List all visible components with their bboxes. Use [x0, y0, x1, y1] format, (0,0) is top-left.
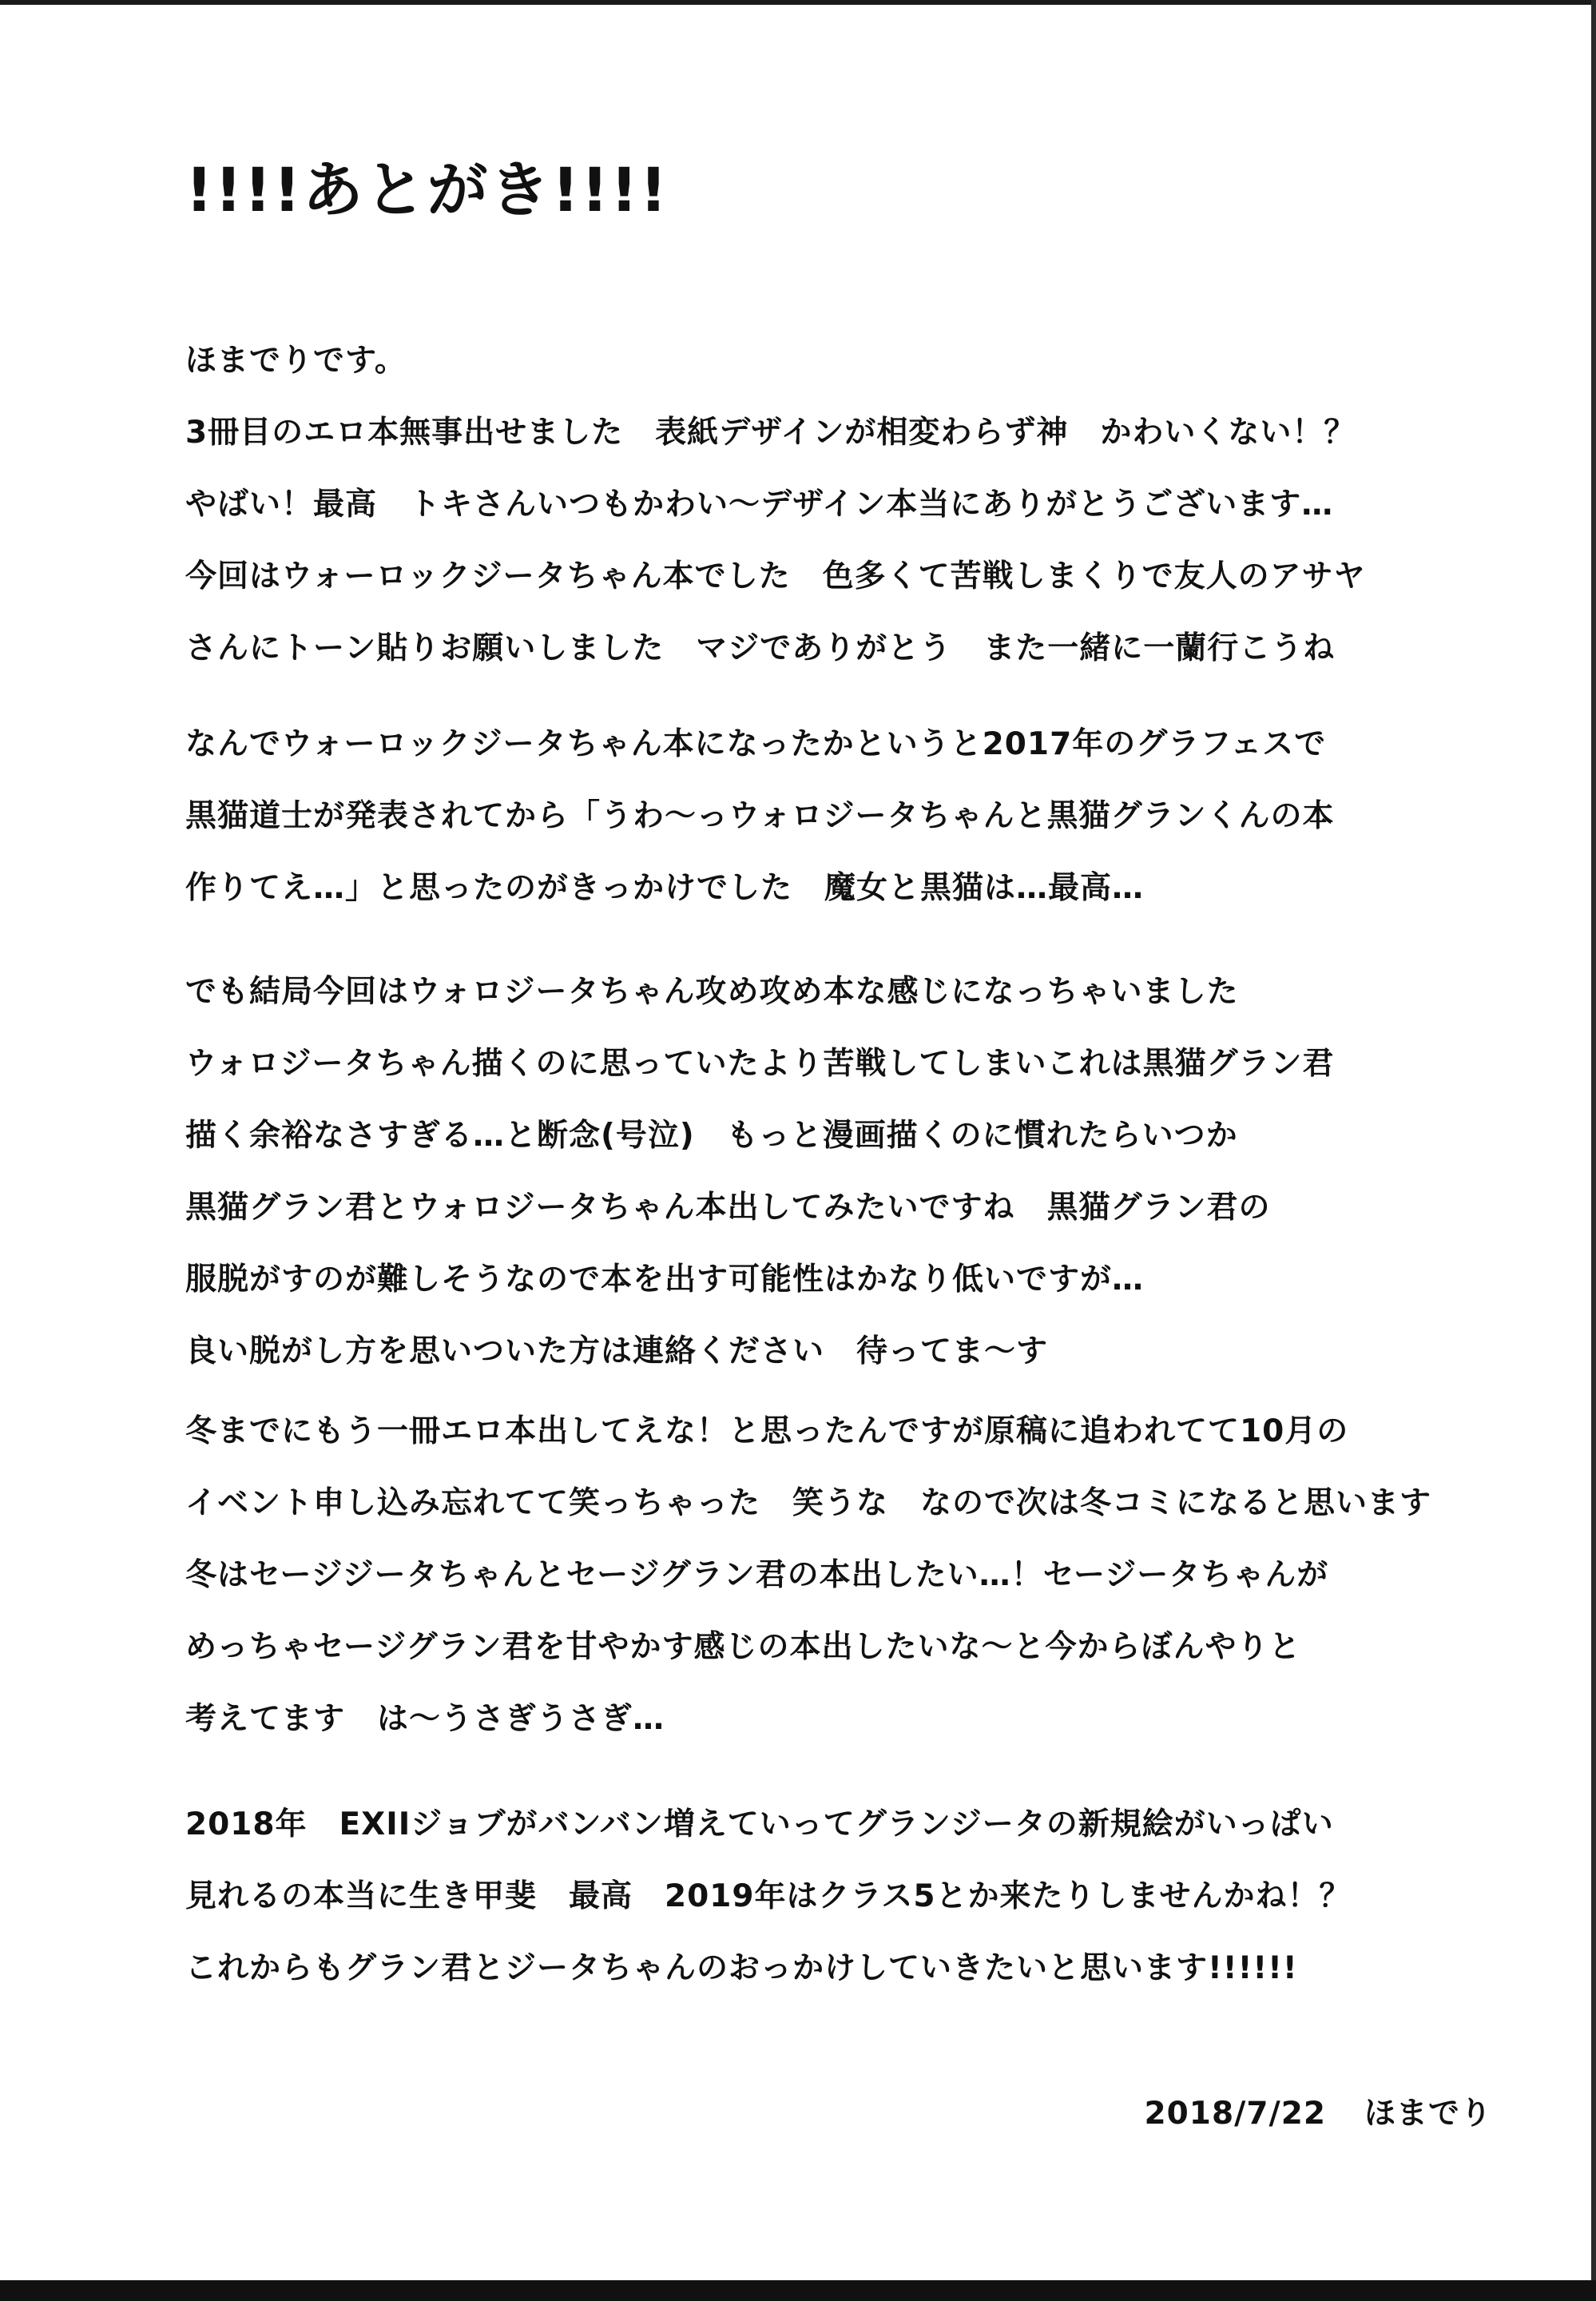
text-line: 黒猫道士が発表されてから「うわ～っウォロジータちゃんと黒猫グランくんの本 — [185, 798, 1335, 834]
text-line: やばい！最高 トキさんいつもかわい～デザイン本当にありがとうございます… — [185, 487, 1334, 523]
text-line: 2018年 EXIIジョブがバンバン増えていってグランジータの新規絵がいっぱい — [185, 1806, 1334, 1842]
text-line: 冬はセージジータちゃんとセージグラン君の本出したい…！セージータちゃんが — [185, 1557, 1329, 1593]
text-line: 描く余裕なさすぎる…と断念(号泣) もっと漫画描くのに慣れたらいつか — [185, 1118, 1238, 1154]
text-line: 服脱がすのが難しそうなので本を出す可能性はかなり低いですが… — [185, 1262, 1145, 1298]
signature-author: ほまでり — [1364, 2096, 1492, 2132]
paragraph-1 — [185, 345, 1511, 705]
text-line: これからもグラン君とジータちゃんのおっかけしていきたいと思います!!!!!! — [185, 1950, 1298, 1986]
signature-date: 2018/7/22 — [1144, 2096, 1326, 2132]
text-line: 見れるの本当に生き甲斐 最高 2019年はクラス5とか来たりしませんかね！？ — [185, 1878, 1352, 1914]
text-line: 今回はウォーロックジータちゃん本でした 色多くて苦戦しまくりで友人のアサヤ — [185, 558, 1366, 594]
paragraph-2 — [185, 726, 1511, 944]
paragraph-3 — [185, 976, 1511, 1408]
text-line: めっちゃセージグラン君を甘やかす感じの本出したいな～と今からぼんやりと — [185, 1629, 1301, 1665]
paragraph-4 — [185, 1413, 1511, 1775]
text-line: 作りてえ…」と思ったのがきっかけでした 魔女と黒猫は…最高… — [185, 870, 1145, 906]
text-line: なんでウォーロックジータちゃん本になったかというと2017年のグラフェスで — [185, 726, 1327, 762]
text-line: 黒猫グラン君とウォロジータちゃん本出してみたいですね 黒猫グラン君の — [185, 1190, 1271, 1226]
text-line: ほまでりです。 — [185, 343, 407, 379]
text-line: でも結局今回はウォロジータちゃん攻め攻め本な感じになっちゃいました — [185, 974, 1239, 1010]
paragraph-5 — [185, 1806, 1511, 2025]
text-line: 冬までにもう一冊エロ本出してえな！と思ったんですが原稿に追われてて10月の — [185, 1413, 1349, 1449]
text-line: ウォロジータちゃん描くのに思っていたより苦戦してしまいこれは黒猫グラン君 — [185, 1046, 1335, 1082]
text-line: さんにトーン貼りお願いしました マジでありがとう また一緒に一蘭行こうね — [185, 630, 1336, 666]
text-line: イベント申し込み忘れてて笑っちゃった 笑うな なので次は冬コミになると思います — [185, 1485, 1432, 1521]
page-title: !!!!あとがき!!!! — [185, 154, 669, 225]
text-line: 良い脱がし方を思いついた方は連絡ください 待ってま～す — [185, 1333, 1049, 1369]
text-line: 3冊目のエロ本無事出せました 表紙デザインが相変わらず神 かわいくない！？ — [185, 415, 1356, 451]
signature — [1144, 2096, 1492, 2132]
text-line: 考えてます は～うさぎうさぎ… — [185, 1701, 665, 1737]
